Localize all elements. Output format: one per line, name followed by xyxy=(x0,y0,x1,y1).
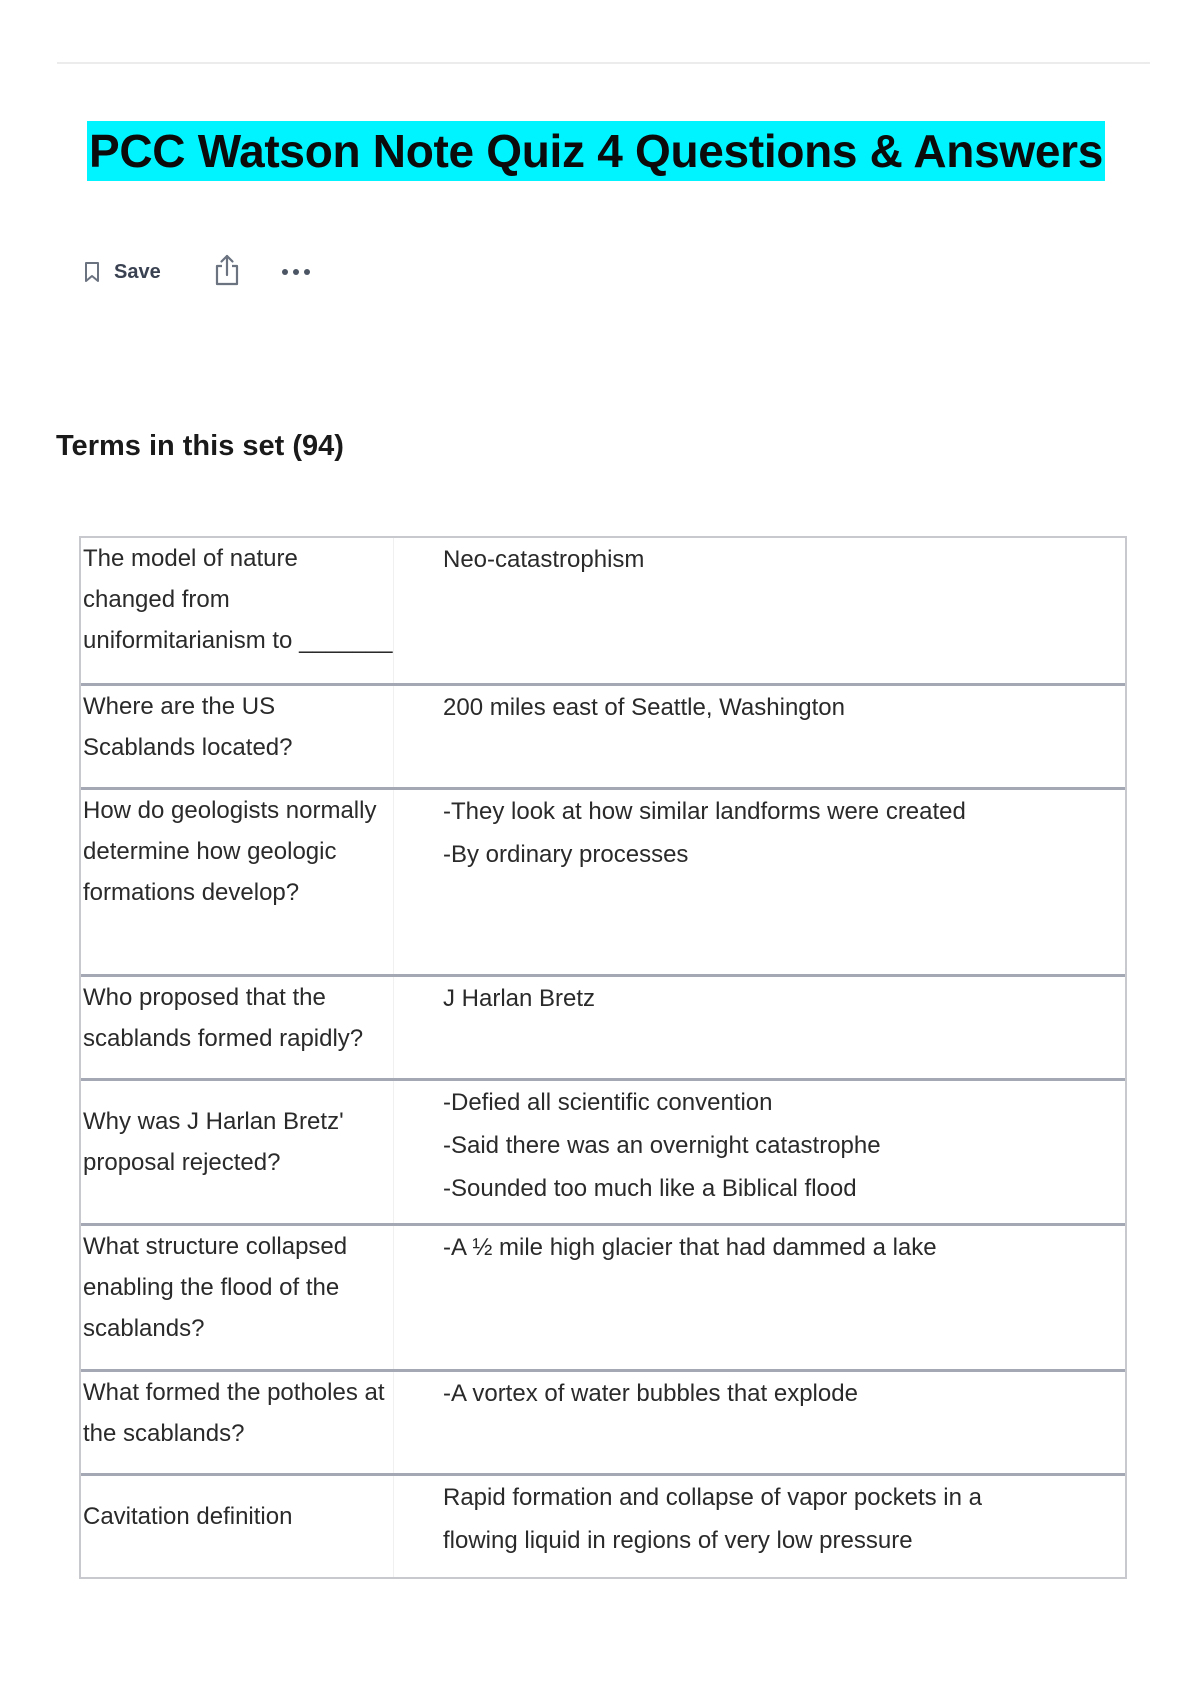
terms-table xyxy=(79,536,1127,1579)
term-row xyxy=(81,538,1125,683)
term-text: How do geologists normally determine how geologic formations develop? xyxy=(81,790,394,974)
more-options-button[interactable] xyxy=(281,263,311,281)
definition-line: -They look at how similar landforms were created xyxy=(443,798,966,825)
definition-line: -Said there was an overnight catastrophe xyxy=(443,1132,881,1159)
save-button[interactable] xyxy=(84,261,161,284)
definition-line: Neo-catastrophism xyxy=(443,546,645,573)
share-button[interactable] xyxy=(213,253,241,292)
terms-heading: Terms in this set (94) xyxy=(56,430,344,462)
term-row xyxy=(81,683,1125,787)
term-text: Who proposed that the scablands formed rapidly? xyxy=(81,977,394,1078)
term-row xyxy=(81,974,1125,1078)
definition-text xyxy=(394,1372,1125,1473)
term-text: Where are the US Scablands located? xyxy=(81,686,394,787)
definition-line: -Sounded too much like a Biblical flood xyxy=(443,1175,857,1202)
definition-line: 200 miles east of Seattle, Washington xyxy=(443,694,845,721)
term-row xyxy=(81,1223,1125,1369)
definition-line: -A ½ mile high glacier that had dammed a lake xyxy=(443,1234,937,1261)
definition-text xyxy=(394,1476,1125,1577)
top-divider xyxy=(57,62,1150,64)
term-text: The model of nature changed from uniformitarianism to _______ xyxy=(81,538,394,683)
term-row xyxy=(81,1369,1125,1473)
term-row xyxy=(81,787,1125,974)
page-title-wrapper xyxy=(87,121,1105,181)
definition-text xyxy=(394,977,1125,1078)
more-options-icon xyxy=(281,263,311,280)
term-row xyxy=(81,1078,1125,1223)
bookmark-icon xyxy=(84,261,100,283)
save-label: Save xyxy=(114,260,161,283)
term-text: Why was J Harlan Bretz' proposal rejected? xyxy=(81,1081,394,1223)
term-text: What structure collapsed enabling the flood of the scablands? xyxy=(81,1226,394,1369)
definition-text xyxy=(394,1081,1125,1223)
term-text: Cavitation definition xyxy=(81,1476,394,1577)
term-row xyxy=(81,1473,1125,1577)
definition-text xyxy=(394,686,1125,787)
definition-line: Rapid formation and collapse of vapor pockets in a xyxy=(443,1484,982,1511)
toolbar xyxy=(84,252,311,292)
definition-line: -Defied all scientific convention xyxy=(443,1089,773,1116)
definition-text xyxy=(394,790,1125,974)
definition-line: -A vortex of water bubbles that explode xyxy=(443,1380,858,1407)
definition-text xyxy=(394,538,1125,683)
definition-line: J Harlan Bretz xyxy=(443,985,596,1012)
term-text: What formed the potholes at the scablands? xyxy=(81,1372,394,1473)
share-icon xyxy=(213,274,241,291)
definition-line: flowing liquid in regions of very low pressure xyxy=(443,1527,913,1554)
page-title: PCC Watson Note Quiz 4 Questions & Answers xyxy=(87,121,1105,181)
definition-text xyxy=(394,1226,1125,1369)
definition-line: -By ordinary processes xyxy=(443,841,689,868)
